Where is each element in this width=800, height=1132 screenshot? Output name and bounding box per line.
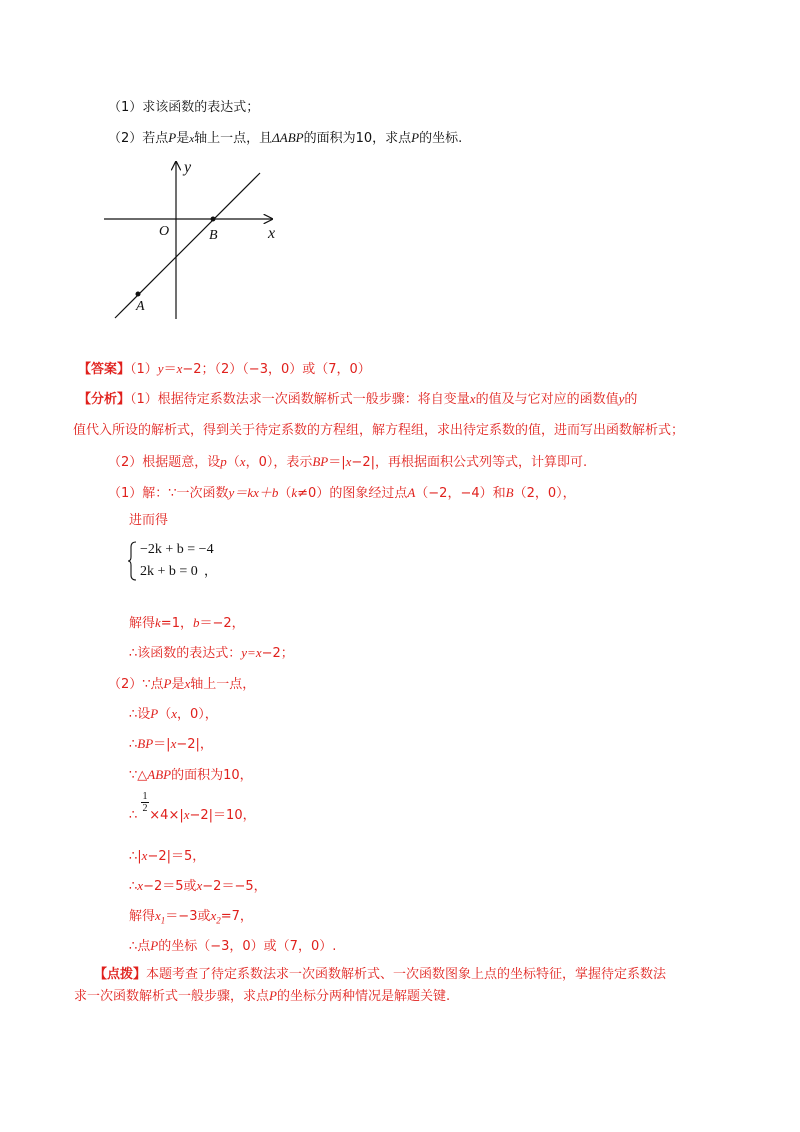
solution-line-12 [129,907,253,930]
solution-line-8 [129,766,253,785]
sol-s6-c: ，0）， [177,707,218,722]
sol-s1-e: （2，0）， [513,486,576,501]
answer-rest: −2；（2）（−3，0）或（7，0） [182,362,371,377]
note-line-2 [74,987,450,1006]
analysis-l3-e: −2|，再根据面积公式列等式，计算即可. [351,455,588,470]
q2-triangle: ΔABP [272,130,304,145]
analysis-l3-bp: BP [312,454,329,469]
solution-line-11 [129,877,267,896]
equation-2: 2k + b = 0 [140,564,198,579]
sol-s11-b: −2＝5或 [143,879,197,894]
sol-s11-x2: x [196,878,203,893]
sol-s5-b: 是 [171,677,185,692]
solution-line-6 [129,705,218,724]
answer-tag: 【答案】 [78,362,131,377]
answer-p1: （1） [130,362,158,377]
note-l2-P: P [269,988,277,1003]
analysis-l3-b: （ [226,455,240,470]
note-tag: 【点拨】 [94,967,147,982]
q2-point-p2: P [411,130,420,145]
sol-s4-func: y=x [241,645,262,660]
sol-s1-A: A [407,485,416,500]
left-brace-icon [128,541,138,581]
equation-1: −2k + b = −4 [140,542,214,557]
sol-s5-P: P [163,676,172,691]
analysis-line-3 [108,453,587,472]
sol-s1-func: y＝kx＋b [228,485,279,500]
sol-s8-a: ∵ [129,768,138,783]
coordinate-graph [100,152,290,327]
sol-s9-b: ×4×| [149,808,184,823]
origin-label: O [159,224,170,239]
sol-s1-d: （−2，−4）和 [415,486,506,501]
solution-line-13 [129,937,336,956]
sol-s12-b: ＝−3或 [165,909,211,924]
sol-s10-b: −2|＝5， [147,849,206,864]
q2-text-d: 的面积为10，求点 [303,131,412,146]
sol-s6-x: x [171,706,178,721]
analysis-l1-b: 的值及与它对应的函数值 [475,392,619,407]
sol-s1-k: k [291,485,298,500]
sys-comma-text: ， [204,564,218,579]
sol-s13-a: ∴点 [129,939,151,954]
analysis-l3-x: x [239,454,246,469]
point-b-dot [211,217,216,222]
sol-s4-b: −2； [261,646,294,661]
sol-s8-b: 的面积为10， [171,768,253,783]
analysis-l1-x: x [469,391,476,406]
sol-s1-c: ≠0）的图象经过点 [297,486,408,501]
point-b-label: B [209,228,218,243]
sol-s2: 进而得 [129,513,169,528]
sol-s6-a: ∴设 [129,707,151,722]
answer-y: y [157,361,164,376]
sol-s6-P: P [150,706,159,721]
sol-s8-tri: △ABP [137,767,172,782]
sol-s12-sub1: 1 [160,915,166,926]
solution-line-9 [129,806,256,825]
analysis-l1-y: y [618,391,625,406]
point-a-label: A [136,299,145,314]
sol-s12-a: 解得 [129,909,156,924]
sol-s9-a: ∴ [129,808,138,823]
analysis-l3-a: （2）根据题意，设 [108,455,221,470]
sol-s3-c: ＝−2， [199,616,245,631]
q2-x: x [189,133,195,145]
function-line [115,173,260,318]
sol-s12-sub2: 2 [216,915,221,926]
system-comma [204,563,217,581]
sol-s3-bb: b [192,615,200,630]
answer-eq: ＝ [163,362,177,377]
note-l2-b: 的坐标分两种情况是解题关键. [276,989,451,1004]
question-1-text: （1）求该函数的表达式； [108,100,260,115]
q2-text-a: （2）若点 [108,131,169,146]
q2-point-p: P [168,130,177,145]
solution-line-2 [129,512,168,530]
sol-s5-c: 轴上一点， [190,677,256,692]
analysis-line-2 [73,422,684,440]
sol-s1-b: （ [278,486,292,501]
solution-line-3 [129,614,245,633]
sol-s3-k: k [155,615,161,630]
solution-line-1 [108,484,576,503]
solution-line-7 [129,735,213,754]
sol-s10-a: ∴| [129,849,142,864]
note-line-1 [94,966,666,984]
answer-x: x [176,361,183,376]
note-l1: 本题考查了待定系数法求一次函数解析式、一次函数图象上点的坐标特征，掌握待定系数法 [146,967,667,982]
sol-s1-B: B [505,485,514,500]
analysis-l3-p: p [220,454,227,469]
analysis-l3-c: ，0），表示 [245,455,313,470]
sol-s7-b: ＝| [153,737,171,752]
analysis-tag: 【分析】 [78,392,131,407]
sol-s11-x1: x [137,878,144,893]
sol-s7-x: x [170,736,177,751]
analysis-l1-a: （1）根据待定系数法求一次函数解析式一般步骤：将自变量 [130,392,470,407]
x-axis-label: x [268,225,276,242]
sol-s11-c: −2＝−5， [202,879,267,894]
sol-s12-c: =7， [220,909,253,924]
y-axis-label: y [184,159,192,176]
equation-rows [140,539,214,583]
fraction-numerator: 1 [142,791,148,802]
sol-s11-a: ∴ [129,879,138,894]
question-1 [108,99,259,117]
analysis-line-1 [78,390,637,409]
sol-s7-c: −2|， [176,737,213,752]
point-a-dot [136,292,141,297]
sol-s4-a: ∴该函数的表达式： [129,646,242,661]
note-l2-a: 求一次函数解析式一般步骤，求点 [74,989,270,1004]
sol-s3-a: 解得 [129,616,156,631]
answer-line [78,360,371,379]
analysis-l3-x2: x [345,454,352,469]
analysis-l3-d: ＝| [328,455,346,470]
sol-s3-b: =1， [160,616,193,631]
solution-line-4 [129,644,294,663]
sol-s9-c: −2|＝10， [189,808,256,823]
analysis-l2: 值代入所设的解析式，得到关于待定系数的方程组，解方程组，求出待定系数的值，进而写出函数解析式； [73,423,685,438]
sol-s13-b: 的坐标（−3，0）或（7，0）. [158,939,337,954]
solution-line-5 [108,675,255,694]
sol-s13-P: P [150,938,159,953]
sol-s9-x: x [183,807,190,822]
q2-text-b: 是 [176,131,190,146]
sol-s7-BP: BP [137,736,154,751]
sol-s12-x1: x [155,908,161,923]
q2-text-e: 的坐标. [419,131,463,146]
question-2 [108,129,462,148]
sol-s12-x2: x [210,908,217,923]
fraction-denominator: 2 [142,803,148,814]
solution-line-10 [129,847,205,866]
analysis-l1-c: 的 [624,392,638,407]
equation-system [128,539,248,583]
q2-text-c: 轴上一点，且 [194,131,273,146]
sol-s5-x: x [184,676,191,691]
sol-s6-b: （ [158,707,172,722]
sol-s5-a: （2）∵点 [108,677,164,692]
sol-s1-a: （1）解：∵一次函数 [108,486,229,501]
sol-s10-x: x [141,848,148,863]
sol-s7-a: ∴ [129,737,138,752]
